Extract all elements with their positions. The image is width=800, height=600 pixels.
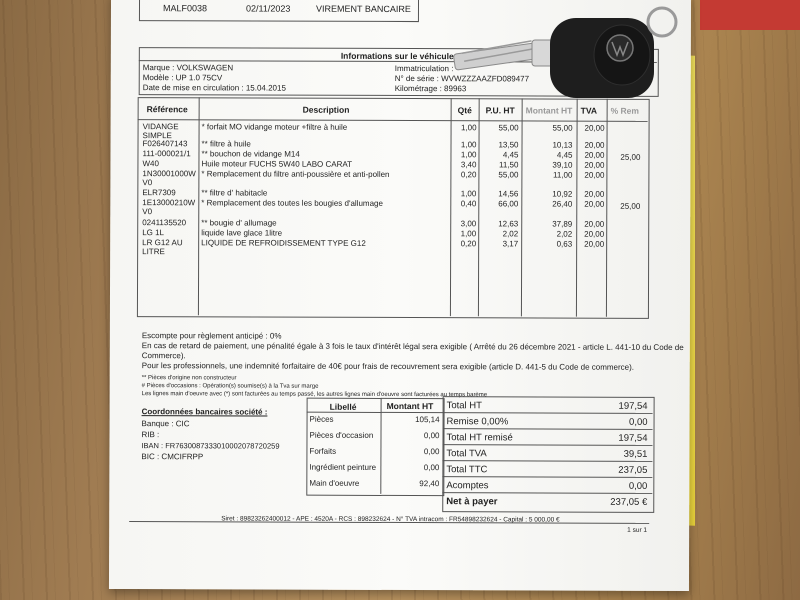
item-unit-price: 2,02 bbox=[502, 229, 519, 239]
invoice-ref: MALF0038 bbox=[162, 3, 208, 14]
item-unit-price: 12,63 bbox=[498, 219, 519, 229]
summary-amount: 0,00 bbox=[423, 431, 440, 441]
item-qty: 3,40 bbox=[460, 160, 477, 170]
vehicle-brand: Marque : VOLKSWAGEN bbox=[142, 63, 234, 73]
total-value: 237,05 € bbox=[610, 496, 648, 508]
legal-escompte: Escompte pour règlement anticipé : 0% bbox=[141, 331, 282, 341]
summary-amount: 0,00 bbox=[423, 463, 440, 473]
total-value: 0,00 bbox=[629, 416, 648, 428]
item-qty: 0,20 bbox=[460, 239, 477, 249]
item-ref: F026407143 bbox=[142, 139, 188, 149]
item-tva: 20,00 bbox=[584, 219, 605, 229]
item-qty: 3,00 bbox=[460, 219, 477, 229]
item-tva: 20,00 bbox=[584, 123, 605, 133]
col-unit-price: P.U. HT bbox=[485, 105, 515, 116]
item-ref: VIDANGE bbox=[142, 122, 179, 132]
item-unit-price: 55,00 bbox=[498, 170, 519, 180]
bank-name: Banque : CIC bbox=[141, 419, 190, 429]
bank-rib: RIB : bbox=[141, 430, 160, 440]
item-description: ** bougie d' allumage bbox=[201, 218, 277, 228]
item-qty: 0,40 bbox=[460, 199, 477, 209]
item-description: ** filtre à huile bbox=[201, 139, 251, 149]
item-ref-line2: SIMPLE bbox=[142, 131, 172, 141]
item-amount: 55,00 bbox=[552, 123, 573, 133]
item-description: * Remplacement des toutes les bougies d'allumage bbox=[201, 198, 383, 208]
item-description: * Remplacement du filtre anti-poussière et anti-pollen bbox=[201, 169, 390, 179]
item-qty: 1,00 bbox=[460, 150, 477, 160]
item-remise: 25,00 bbox=[620, 152, 641, 162]
item-amount: 39,10 bbox=[552, 160, 573, 170]
payment-method: VIREMENT BANCAIRE bbox=[315, 3, 411, 15]
item-qty: 1,00 bbox=[460, 189, 477, 199]
item-qty: 1,00 bbox=[460, 229, 477, 239]
summary-label: Pièces bbox=[309, 414, 334, 424]
item-ref: 1N30001000W bbox=[142, 169, 196, 179]
item-amount: 37,89 bbox=[552, 219, 573, 229]
vehicle-title: Informations sur le véhicule bbox=[340, 50, 454, 62]
item-amount: 2,02 bbox=[556, 229, 573, 239]
col-amount: Montant HT bbox=[525, 105, 573, 116]
item-ref: 111-000021/1 bbox=[142, 149, 191, 159]
item-unit-price: 11,50 bbox=[498, 160, 519, 170]
item-tva: 20,00 bbox=[584, 140, 605, 150]
item-tva: 20,00 bbox=[584, 150, 605, 160]
bank-iban: IBAN : FR7630087333010002078720259 bbox=[141, 441, 280, 451]
red-object bbox=[700, 0, 800, 30]
item-description: LIQUIDE DE REFROIDISSEMENT TYPE G12 bbox=[201, 238, 366, 248]
item-tva: 20,00 bbox=[584, 189, 605, 199]
item-amount: 26,40 bbox=[552, 199, 573, 209]
item-ref: ELR7309 bbox=[142, 188, 176, 198]
item-unit-price: 14,56 bbox=[498, 189, 519, 199]
item-ref: 1E13000210W bbox=[142, 198, 196, 208]
item-ref-line2: V0 bbox=[142, 207, 153, 217]
item-ref: W40 bbox=[142, 159, 159, 169]
summary-amount: 0,00 bbox=[423, 447, 440, 457]
item-description: * forfait MO vidange moteur +filtre à huile bbox=[201, 122, 348, 132]
legal-penalty-2: Commerce). bbox=[141, 351, 186, 361]
legal-indemnity: Pour les professionnels, une indemnité forfaitaire de 40€ pour frais de recouvrement sera exigible (article D. 441-5 du Code de commerce). bbox=[141, 361, 635, 372]
summary-col-label: Libellé bbox=[329, 401, 357, 412]
summary-label: Ingrédient peinture bbox=[309, 462, 377, 472]
total-value: 237,05 bbox=[618, 464, 648, 476]
item-ref: LG 1L bbox=[142, 228, 165, 238]
vehicle-plate: Immatriculation : bbox=[394, 63, 454, 74]
item-qty: 0,20 bbox=[460, 170, 477, 180]
total-label: Remise 0,00% bbox=[446, 416, 509, 428]
total-value: 197,54 bbox=[618, 432, 648, 444]
item-tva: 20,00 bbox=[584, 170, 605, 180]
item-unit-price: 66,00 bbox=[498, 199, 519, 209]
note-occasion: # Pièces d'occasions : Opération(s) soumise(s) à la Tva sur marge bbox=[141, 383, 319, 390]
car-key-icon bbox=[452, 0, 682, 110]
total-value: 39,51 bbox=[623, 448, 648, 460]
item-amount: 10,13 bbox=[552, 140, 573, 150]
item-description: liquide lave glace 1litre bbox=[201, 228, 283, 238]
total-value: 0,00 bbox=[628, 480, 648, 492]
item-unit-price: 4,45 bbox=[502, 150, 519, 160]
total-label: Total TTC bbox=[446, 464, 488, 476]
summary-amount: 92,40 bbox=[419, 479, 440, 489]
item-remise: 25,00 bbox=[620, 201, 641, 211]
item-description: Huile moteur FUCHS 5W40 LABO CARAT bbox=[201, 159, 353, 169]
total-label: Acomptes bbox=[446, 480, 489, 492]
summary-label: Pièces d'occasion bbox=[309, 430, 374, 440]
col-qty: Qté bbox=[457, 105, 472, 116]
item-unit-price: 3,17 bbox=[502, 239, 519, 249]
col-reference: Référence bbox=[146, 104, 188, 115]
bank-bic: BIC : CMCIFRPP bbox=[141, 452, 204, 462]
bank-title: Coordonnées bancaires société : bbox=[141, 407, 268, 417]
summary-amount: 105,14 bbox=[415, 415, 440, 425]
total-label: Total HT remisé bbox=[446, 432, 513, 444]
item-tva: 20,00 bbox=[584, 239, 605, 249]
col-description: Description bbox=[302, 104, 350, 115]
summary-label: Forfaits bbox=[309, 446, 337, 456]
footer-page: 1 sur 1 bbox=[627, 526, 648, 534]
item-qty: 1,00 bbox=[460, 140, 477, 150]
total-value: 197,54 bbox=[618, 400, 648, 412]
note-labour: Les lignes main d'oeuvre avec (*) sont facturées au temps passé, les autres lignes main d'oeuvre sont facturées au temps barème bbox=[141, 391, 488, 399]
footer-company: Siret : 89823262400012 - APE : 4520A - RCS : 898232624 - N° TVA intracom : FR54898232624 - Capital : 5 000,00 € bbox=[221, 515, 560, 524]
item-tva: 20,00 bbox=[584, 160, 605, 170]
item-ref-line2: V0 bbox=[142, 178, 153, 188]
item-amount: 4,45 bbox=[556, 150, 573, 160]
item-unit-price: 13,50 bbox=[498, 140, 519, 150]
item-tva: 20,00 bbox=[584, 199, 605, 209]
item-ref-line2: LITRE bbox=[142, 247, 165, 257]
item-description: ** filtre d' habitacle bbox=[201, 188, 268, 198]
invoice-date: 02/11/2023 bbox=[245, 3, 291, 14]
item-amount: 11,00 bbox=[552, 170, 573, 180]
summary-label: Main d'oeuvre bbox=[309, 478, 360, 488]
item-ref: 0241135520 bbox=[142, 218, 187, 228]
item-unit-price: 55,00 bbox=[498, 123, 519, 133]
total-label: Total TVA bbox=[446, 448, 487, 460]
summary-col-amount: Montant HT bbox=[386, 400, 434, 412]
vehicle-serial: N° de série : WVWZZZAAZFD089477 bbox=[394, 73, 530, 84]
note-origin: ** Pièces d'origine non constructeur bbox=[141, 375, 237, 382]
item-amount: 0,63 bbox=[556, 239, 573, 249]
item-qty: 1,00 bbox=[460, 123, 477, 133]
item-tva: 20,00 bbox=[584, 229, 605, 239]
item-ref: LR G12 AU bbox=[142, 238, 183, 248]
col-tva: TVA bbox=[580, 105, 598, 116]
vehicle-model: Modèle : UP 1.0 75CV bbox=[142, 73, 223, 83]
item-description: ** bouchon de vidange M14 bbox=[201, 149, 300, 159]
vehicle-first-reg: Date de mise en circulation : 15.04.2015 bbox=[142, 83, 286, 93]
total-label: Net à payer bbox=[446, 496, 498, 508]
col-remise: % Rem bbox=[610, 105, 639, 116]
total-label: Total HT bbox=[446, 400, 482, 412]
vehicle-mileage: Kilométrage : 89963 bbox=[394, 83, 467, 94]
legal-penalty: En cas de retard de paiement, une pénalité égale à 3 fois le taux d'intérêt légal sera exigible ( Arrêté du 26 décembre 2021 - article L. 441-10 du Code de bbox=[141, 341, 684, 352]
item-amount: 10,92 bbox=[552, 189, 573, 199]
